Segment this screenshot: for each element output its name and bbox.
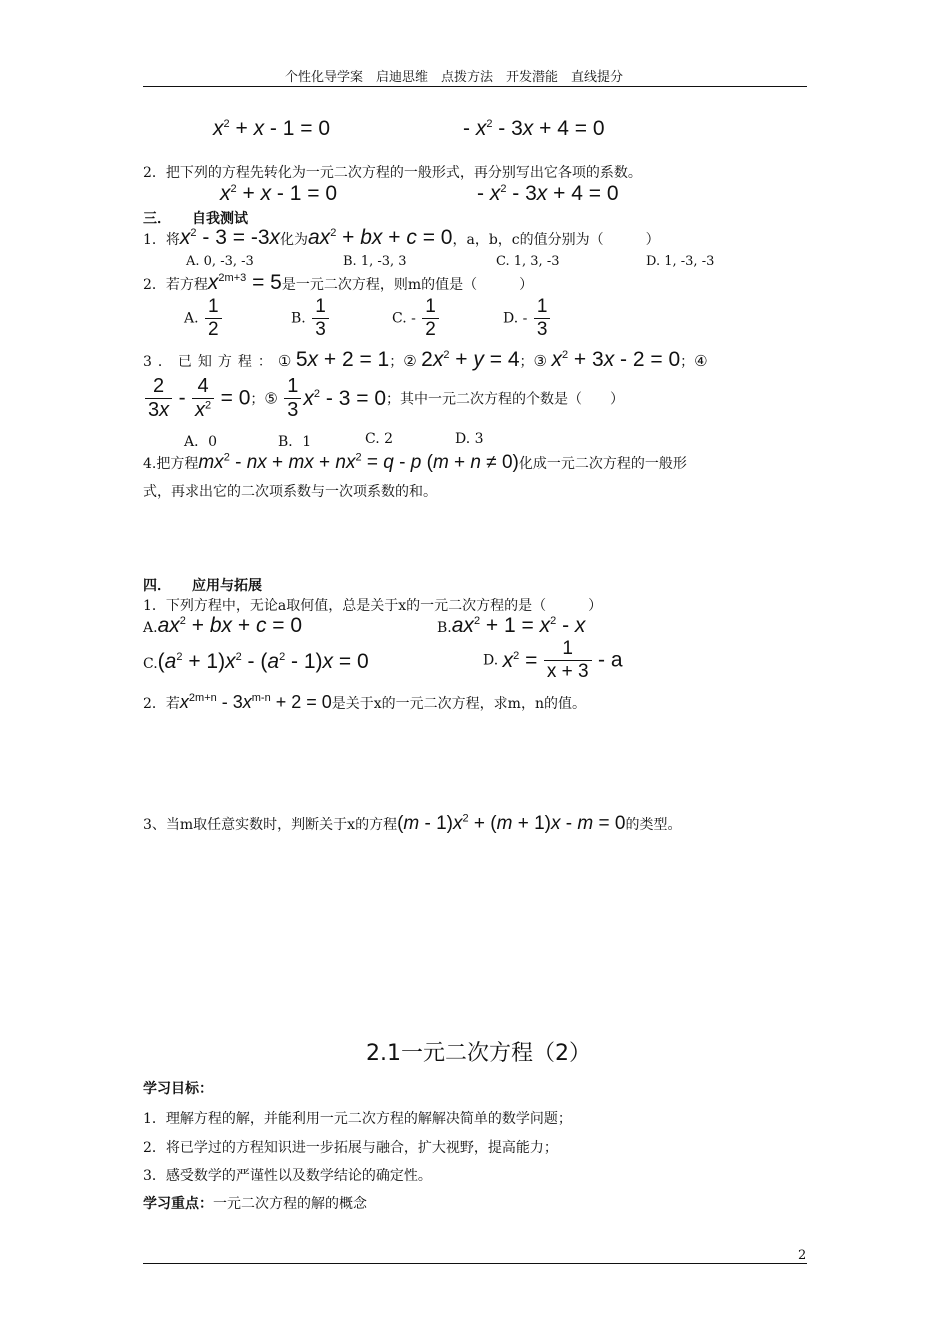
question-2-text: 2．把下列的方程先转化为一元二次方程的一般形式，再分别写出它各项的系数。 <box>143 165 642 181</box>
s4-d-numerator: 1 <box>562 638 573 659</box>
s3-q1 <box>143 226 660 250</box>
s3-q2-prefix: 2．若方程 <box>143 277 208 293</box>
q2-equation-1: $x^2 + x - 1 = 0$ <box>220 182 338 205</box>
focus-label: 学习重点： <box>143 1196 213 1212</box>
s4-q3 <box>143 813 681 835</box>
goals-heading: 学习目标： <box>143 1081 213 1097</box>
s4-q1-text: 1．下列方程中，无论a取何值，总是关于x的一元二次方程的是（ ） <box>143 598 603 614</box>
option-d-denominator: 3 <box>534 318 551 341</box>
q3-item4-frac2: $\frac{4}{x^2}$ <box>192 375 214 422</box>
s4-q3-suffix: 的类型。 <box>625 817 682 833</box>
option-b-denominator: 3 <box>312 318 329 341</box>
s3-q2-suffix: 是一元二次方程，则m的值是（ ） <box>281 277 534 293</box>
s3-q4-line1 <box>143 452 687 474</box>
s3-q2 <box>143 271 533 295</box>
s3-q1-general-form: $ax^2$ + bx + c = 0 <box>308 226 453 249</box>
s3-q3-option-b: B．1 <box>278 434 312 450</box>
option-a-denominator: 2 <box>205 318 222 341</box>
top-equation-1: $x^2 + x - 1 = 0$ <box>213 117 331 140</box>
s4-q3-equation: $(m - 1)x^2 + (m + 1)x - m = 0$ <box>397 812 626 834</box>
q2-equation-2: - $x^2 - 3x + 4 = 0$ <box>477 182 619 205</box>
option-b-numerator: 1 <box>315 296 326 317</box>
s3-q1-prefix: 1．将 <box>143 232 180 248</box>
option-a-numerator: 1 <box>208 296 219 317</box>
s3-q3-line2: $\frac{2}{3x}$ - $\frac{4}{x^2}$ = 0；⑤ $\frac{1}{3}$ $x^2 - 3 = 0$；其中一元二次方程的个数是（ ） <box>143 375 624 422</box>
s3-q4-prefix: 4.把方程 <box>143 456 199 472</box>
section-3-heading: 三． 自我测试 <box>143 211 248 227</box>
s4-q2-suffix: 是关于x的一元二次方程，求m，n的值。 <box>331 696 586 712</box>
q3-item5-frac: $\frac{1}{3}$ <box>284 375 301 422</box>
s3-q2-option-c: C. - $\frac{1}{2}$ <box>392 296 441 341</box>
lesson-title: 2.1一元二次方程（2） <box>366 1041 591 1066</box>
s3-q3-item3-eq: $x^2 + 3x - 2 = 0$ <box>551 348 681 371</box>
s4-q1-option-a: $A.ax^2$ + bx + c = 0 <box>143 614 303 637</box>
goal-2: 2．将已学过的方程知识进一步拓展与融合，扩大视野，提高能力； <box>143 1140 558 1156</box>
s3-q2-option-d: D. - $\frac{1}{3}$ <box>503 296 552 341</box>
s3-q1-option-d: D. 1, -3, -3 <box>646 254 715 269</box>
page-number: 2 <box>798 1248 807 1263</box>
s3-q1-suffix: ，a，b，c的值分别为（ ） <box>452 232 660 248</box>
s3-q4-equation: $mx^2$ - nx + mx + $nx^2 = q - p$ (m + n ≠ 0) <box>198 451 519 473</box>
option-d-numerator: 1 <box>536 296 548 317</box>
s4-q3-prefix: 3、当m取任意实数时，判断关于x的方程 <box>143 817 398 833</box>
section-4-heading: 四． 应用与拓展 <box>143 578 262 594</box>
header-rule <box>143 86 807 87</box>
s3-q1-option-a: A. 0, -3, -3 <box>186 254 254 269</box>
s3-q3-prefix: 3．已知方程： <box>143 354 278 370</box>
q3-item4-frac1: $\frac{2}{3x}$ <box>145 375 172 422</box>
s3-q2-equation: $x^{2m+3} = 5$ <box>207 271 282 294</box>
focus-line <box>143 1193 367 1213</box>
page-header: 个性化导学案 启迪思维 点拨方法 开发潜能 直线提分 <box>285 70 624 85</box>
focus-text: 一元二次方程的解的概念 <box>213 1196 367 1212</box>
s3-q3-item1-eq: 5x + 2 = 1 <box>295 348 390 371</box>
s3-q3-option-d: D. 3 <box>455 431 484 447</box>
s4-q2 <box>143 692 586 713</box>
s3-q3-option-a: A．0 <box>184 434 218 450</box>
top-equation-2: - $x^2 - 3x + 4 = 0$ <box>463 117 605 140</box>
s3-q4-suffix: 化成一元二次方程的一般形 <box>518 456 687 472</box>
s4-q1-option-d: D. $x^2$ = $\frac{1}{x + 3}$ - a <box>483 638 623 682</box>
option-c-numerator: 1 <box>425 296 436 317</box>
s4-q1-option-c: $C.(a^2 + 1)x^2 - (a^2 - 1)x = 0$ <box>143 650 369 673</box>
s3-q4-line2: 式，再求出它的二次项系数与一次项系数的和。 <box>143 484 437 500</box>
option-c-denominator: 2 <box>422 318 439 341</box>
footer-rule <box>143 1263 807 1264</box>
s3-q1-mid: 化为 <box>280 232 308 248</box>
s4-q2-equation: $x^{2m+n} - 3x^{m-n} + 2 = 0$ <box>179 692 332 712</box>
goal-1: 1．理解方程的解，并能利用一元二次方程的解解决简单的数学问题； <box>143 1111 572 1127</box>
s3-q1-option-b: B. 1, -3, 3 <box>343 254 407 269</box>
goal-3: 3．感受数学的严谨性以及数学结论的确定性。 <box>143 1168 432 1184</box>
s3-q2-option-b: B. $\frac{1}{3}$ <box>291 296 331 341</box>
s3-q3-line1: 3．已知方程：① 5x + 2 = 1；② $2x^2 + y = 4$；③ $x^2 + 3x - 2 = 0$；④ <box>143 348 708 371</box>
s4-d-denominator: x + 3 <box>544 660 592 683</box>
s4-d-tail: - a <box>598 648 623 672</box>
s3-q2-option-a: A. $\frac{1}{2}$ <box>184 296 224 341</box>
s4-q2-prefix: 2．若 <box>143 696 180 712</box>
s3-q1-equation: $x^2 - 3 = -3x$ <box>179 226 280 249</box>
s3-q3-item2-eq: $2x^2 + y = 4$ <box>421 348 520 371</box>
s3-q3-line2-suffix: ；其中一元二次方程的个数是（ ） <box>386 391 624 408</box>
s3-q1-option-c: C. 1, 3, -3 <box>496 254 560 269</box>
s4-q1-option-b: $B.ax^2 + 1 = x^2 - x$ <box>437 614 586 637</box>
s3-q3-option-c: C. 2 <box>365 431 394 447</box>
